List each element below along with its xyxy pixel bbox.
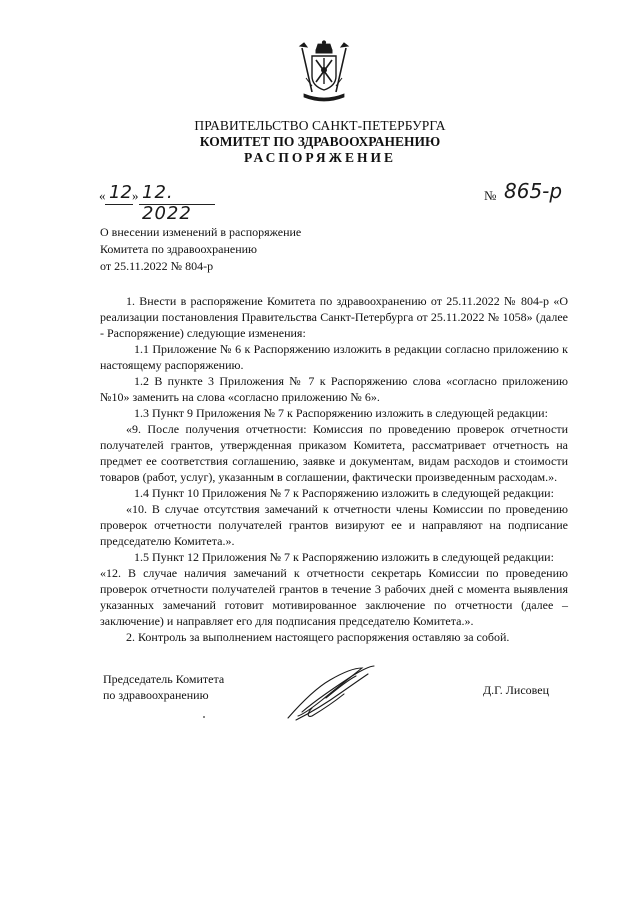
signatory-title-line: Председатель Комитета: [103, 672, 225, 686]
government-title: ПРАВИТЕЛЬСТВО САНКТ-ПЕТЕРБУРГА: [194, 118, 446, 133]
signatory-name: Д.Г. Лисовец: [483, 683, 549, 697]
document-body: [100, 293, 568, 645]
number-prefix: №: [484, 188, 497, 203]
handwritten-signature: [282, 662, 378, 724]
paragraph-2: 2. Контроль за выполнением настоящего распоряжения оставляю за собой.: [126, 630, 510, 644]
scan-mark: [203, 716, 205, 718]
date-day-handwritten: 12: [109, 182, 132, 203]
document-number: [484, 179, 563, 204]
date-close-quote: »: [132, 188, 139, 203]
number-value-handwritten: 865-р: [504, 179, 563, 203]
date-open-quote: «: [99, 188, 106, 203]
subject-line: от 25.11.2022 № 804-р: [100, 259, 214, 273]
paragraph-1-3: 1.3 Пункт 9 Приложения № 7 к Распоряжению изложить в следующей редакции:: [134, 406, 548, 420]
committee-title: КОМИТЕТ ПО ЗДРАВООХРАНЕНИЮ: [199, 134, 441, 149]
subject-line: Комитета по здравоохранению: [100, 242, 258, 256]
paragraph-1-4-quote: «10. В случае отсутствия замечаний к отчетности члены Комиссии по проведению проверок отчетности получателей грантов визируют ее и направляют на подписание председателю Комитета.».: [100, 502, 568, 548]
document-subject: [100, 224, 360, 275]
signatory-title-line: по здравоохранению: [103, 688, 209, 702]
date-month-year-handwritten: 12. 2022: [142, 182, 192, 224]
paragraph-1-1: 1.1 Приложение № 6 к Распоряжению изложить в редакции согласно приложению к настоящему распоряжению.: [100, 342, 568, 372]
document-type-title: РАСПОРЯЖЕНИЕ: [243, 150, 397, 165]
coat-of-arms-emblem: [296, 40, 352, 102]
subject-line: О внесении изменений в распоряжение: [100, 225, 302, 239]
signatory-title: [103, 671, 224, 703]
document-date: [99, 182, 192, 224]
paragraph-1-2: 1.2 В пункте 3 Приложения № 7 к Распоряжению слова «согласно приложению №10» заменить на слова «согласно приложению № 6».: [100, 374, 568, 404]
paragraph-1: 1. Внести в распоряжение Комитета по здравоохранению от 25.11.2022 № 804-р «О реализации постановления Правительства Санкт-Петербурга от 25.11.2022 № 1058» (далее - Распоряжение) следующие изменения:: [100, 294, 568, 340]
paragraph-1-4: 1.4 Пункт 10 Приложения № 7 к Распоряжению изложить в следующей редакции:: [134, 486, 554, 500]
paragraph-1-5: 1.5 Пункт 12 Приложения № 7 к Распоряжению изложить в следующей редакции:: [134, 550, 554, 564]
date-rest-underline: [139, 204, 215, 205]
paragraph-1-5-quote: «12. В случае наличия замечаний к отчетности секретарь Комиссии по проведению проверок отчетности получателей грантов в течение 3 рабочих дней с момента выявления указанных замечаний готовит мотивированное заключение по отчетности (далее – заключение) и направляет его для подписания председателю Комитета.».: [100, 566, 568, 628]
date-day-underline: [105, 204, 133, 205]
paragraph-1-3-quote: «9. После получения отчетности: Комиссия по проведению проверок отчетности получателей грантов, утвержденная приказом Комитета, рассматривает отчетность на предмет ее соответствия соглашению, заявке и документам, видам расходов и стоимости товаров (работ, услуг), указанным в соглашении, фактически произведенным расходам.».: [100, 422, 568, 484]
